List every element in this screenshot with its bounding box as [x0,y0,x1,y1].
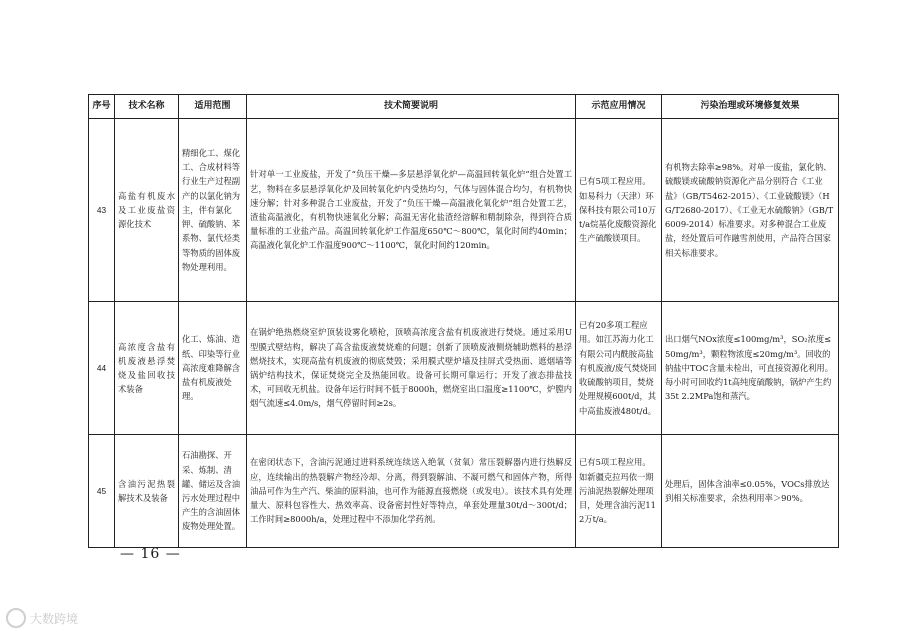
technology-table [88,94,839,548]
header-scope: 适用范围 [179,95,247,119]
scope: 化工、炼油、造纸、印染等行业高浓度难降解含盐有机废液处理。 [179,302,247,435]
table-row [89,119,839,302]
header-demo-application: 示范应用情况 [576,95,662,119]
table-header-row [89,95,839,119]
demo-application: 已有5项工程应用。如新疆克拉玛依一期污油泥热裂解处理项目，处理含油污泥112万t/a。 [576,435,662,548]
description: 针对单一工业废盐，开发了“负压干燥—多层悬浮氧化炉—高温回转氧化炉”组合处置工艺，物料在多层悬浮氧化炉及回转氧化炉内受热均匀，气体与固体混合均匀，有机物快速分解；针对多种混合工业废盐，开发了“负压干燥—高温液化氧化炉”组合处置工艺，渣盐高温液化，有机物快速氧化分解；高温无害化盐渣经溶解和精制除杂，得到符合质量标准的工业盐产品。高温回转氧化炉工作温度650℃～800℃，氧化时间约40min；高温液化氧化炉工作温度900℃～1100℃，氧化时间约120min。 [247,119,576,302]
watermark-text: 大数跨境 [30,611,79,626]
page-number: — 16 — [120,546,181,562]
header-no: 序号 [89,95,115,119]
effect: 出口烟气NOx浓度≤100mg/m³，SO₂浓度≤50mg/m³，颗粒物浓度≤20mg/m³。回收的钠盐中TOC含量未检出，可直接资源化利用。每小时可回收约1t高纯度硫酸钠，锅炉产生约35t 2.2MPa饱和蒸汽。 [662,302,839,435]
scope: 石油勘探、开采、炼制、清罐、储运及含油污水处理过程中产生的含油固体废物处理处置。 [179,435,247,548]
tech-name: 高浓度含盐有机废液悬浮焚烧及盐回收技术装备 [115,302,179,435]
effect: 处理后，固体含油率≤0.05%，VOCs排放达到相关标准要求，余热利用率＞90%。 [662,435,839,548]
tech-name: 含油污泥热裂解技术及装备 [115,435,179,548]
row-number: 44 [89,302,115,435]
description: 在锅炉绝热燃烧室炉顶装设雾化喷枪，顶喷高浓度含盐有机废液进行焚烧。通过采用U型膜式壁结构，解决了高含盐废液焚烧难的问题；创新了顶喷废液侧烧辅助燃料的悬浮燃烧技术，实现高盐有机废液的彻底焚毁；采用膜式壁炉墙及挂屏式受热面、遮烟墙等锅炉结构技术，保证焚烧完全及热能回收。设备可长期可靠运行；开发了液态排盐技术，可回收无机盐。设备年运行时间不低于8000h，燃烧室出口温度≥1100℃，炉膛内烟气流速≤4.0m/s，烟气停留时间≥2s。 [247,302,576,435]
table-row [89,435,839,548]
header-description: 技术简要说明 [247,95,576,119]
table-row [89,302,839,435]
effect: 有机物去除率≥98%。对单一废盐，氯化钠、硫酸镁或硫酸钠资源化产品分别符合《工业盐》（GB/T5462-2015）、《工业硫酸镁》（HG/T2680-2017）、《工业无水硫酸钠》（GB/T 6009-2014）标准要求。对多种混合工业废盐，经处置后可作融雪剂使用，产品符合国家相关标准要求。 [662,119,839,302]
demo-application: 已有5项工程应用。如易科力（天津）环保科技有限公司10万t/a烷基化废酸资源化生产硫酸镁项目。 [576,119,662,302]
row-number: 45 [89,435,115,548]
tech-name: 高盐有机废水及工业废盐资源化技术 [115,119,179,302]
demo-application: 已有20多项工程应用。如江苏海力化工有限公司内酰胺高盐有机废液/废气焚烧回收硫酸钠项目，焚烧处理规模600t/d，其中高盐废液480t/d。 [576,302,662,435]
description: 在密闭状态下，含油污泥通过进料系统连续送入绝氧（贫氧）常压裂解器内进行热解反应，连续输出的热裂解产物经冷却、分离，得到裂解油、不凝可燃气和固体产物，所得油品可作为生产汽、柴油的原料油，也可作为能源直接燃烧（或发电）。该技术具有处理量大、原料包容性大、热效率高、设备密封性好等特点，单套处理量30t/d～300t/d；工作时间≥8000h/a，处理过程中不添加化学药剂。 [247,435,576,548]
scope: 精细化工、煤化工、合成材料等行业生产过程副产的以氯化钠为主，伴有氯化钾、硫酸钠、苯系物、氯代烃类等物质的固体废物处理利用。 [179,119,247,302]
watermark-logo-icon [6,608,26,628]
watermark [6,608,78,628]
row-number: 43 [89,119,115,302]
header-effect: 污染治理或环境修复效果 [662,95,839,119]
header-tech-name: 技术名称 [115,95,179,119]
